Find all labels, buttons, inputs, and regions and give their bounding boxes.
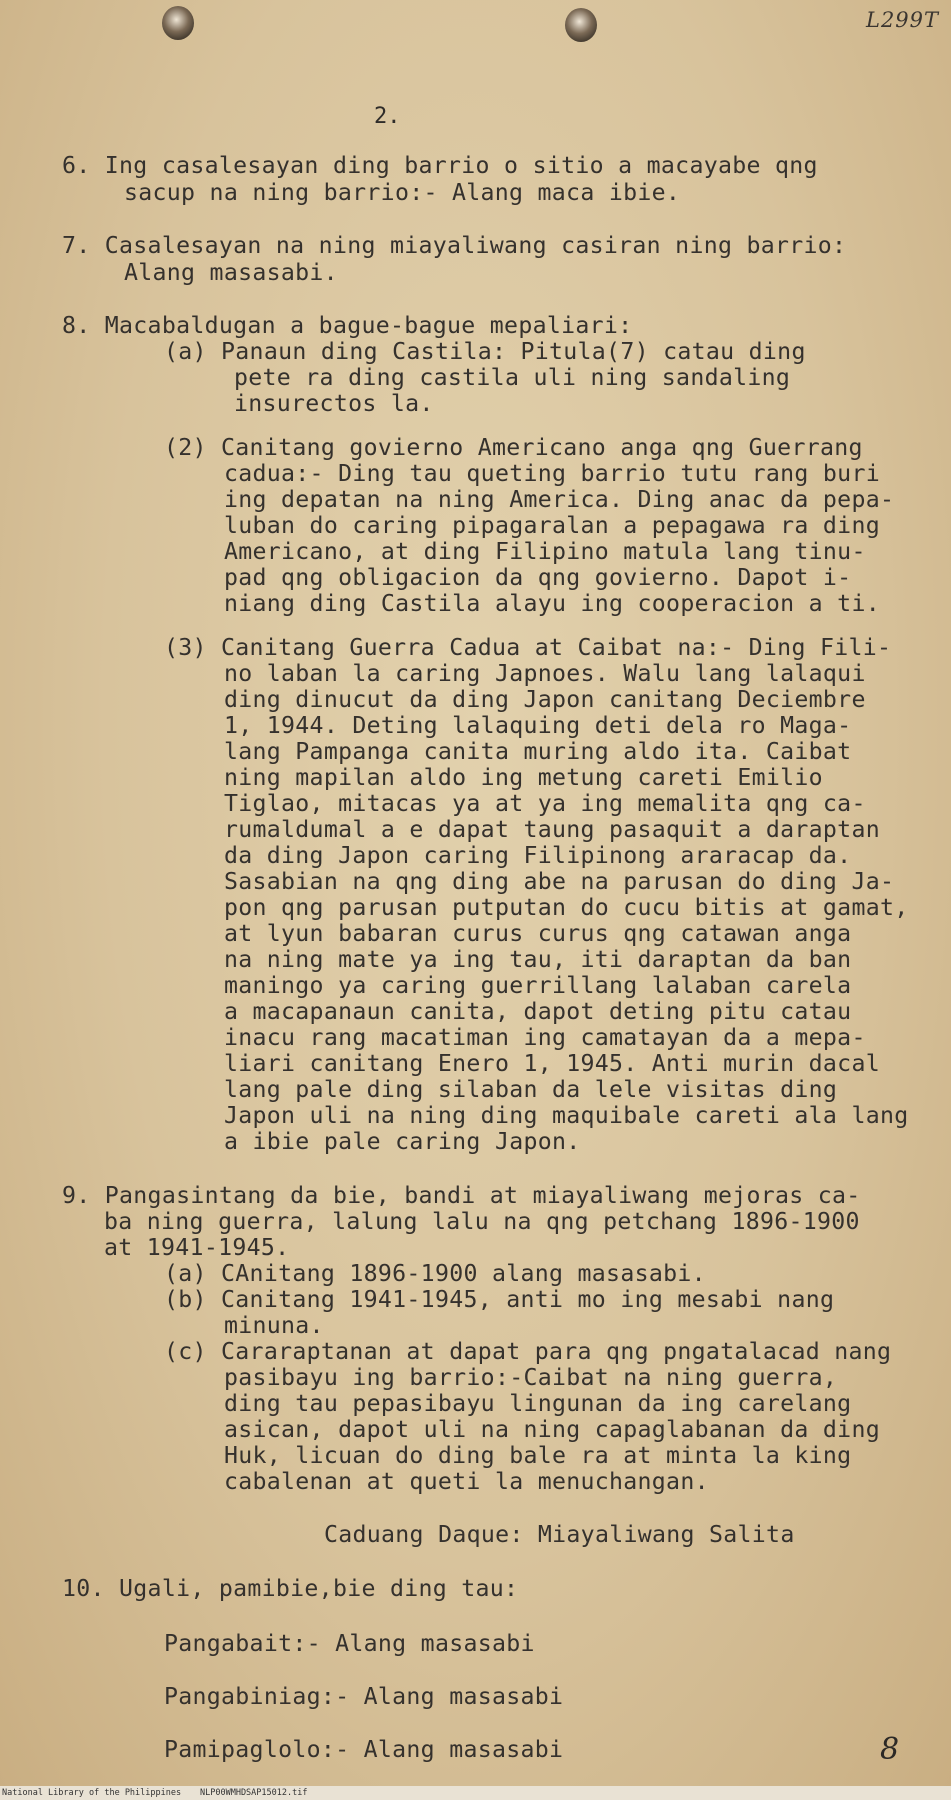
text-line: Huk, licuan do ding bale ra at minta la king bbox=[224, 1442, 852, 1469]
text-line: 6. Ing casalesayan ding barrio o sitio a macayabe qng bbox=[62, 152, 818, 179]
text-line: 9. Pangasintang da bie, bandi at miayaliwang mejoras ca- bbox=[62, 1182, 861, 1209]
text-line: (2) Canitang govierno Americano anga qng Guerrang bbox=[164, 434, 863, 461]
text-line: pete ra ding castila uli ning sandaling bbox=[234, 364, 791, 391]
scan-filename: NLP00WMHDSAP15012.tif bbox=[200, 1788, 308, 1798]
text-line: inacu rang macatiman ing camatayan da a mepa- bbox=[224, 1024, 866, 1051]
text-line: no laban la caring Japnoes. Walu lang lalaqui bbox=[224, 660, 866, 687]
text-line: pasibayu ing barrio:-Caibat na ning guerra, bbox=[224, 1364, 838, 1391]
text-line: maningo ya caring guerrillang lalaban carela bbox=[224, 972, 852, 999]
text-line: ba ning guerra, lalung lalu na qng petchang 1896-1900 bbox=[104, 1208, 860, 1235]
text-line: pon qng parusan putputan do cucu bitis at gamat, bbox=[224, 894, 909, 921]
text-line: cadua:- Ding tau queting barrio tutu rang buri bbox=[224, 460, 880, 487]
text-line: asican, dapot uli na ning capaglabanan da ding bbox=[224, 1416, 880, 1443]
library-credit: National Library of the Philippines bbox=[2, 1788, 182, 1798]
text-line: a ibie pale caring Japon. bbox=[224, 1128, 581, 1155]
text-line: luban do caring pipagaralan a pepagawa ra ding bbox=[224, 512, 880, 539]
text-line: (3) Canitang Guerra Cadua at Caibat na:- Ding Fili- bbox=[164, 634, 892, 661]
text-line: ding tau pepasibayu lingunan da ing carelang bbox=[224, 1390, 852, 1417]
text-line: Tiglao, mitacas ya at ya ing memalita qng ca- bbox=[224, 790, 866, 817]
scan-footer bbox=[0, 1786, 951, 1800]
text-line: ding dinucut da ding Japon canitang Deciembre bbox=[224, 686, 866, 713]
text-line: Pangabait:- Alang masasabi bbox=[164, 1630, 535, 1657]
text-line: insurectos la. bbox=[234, 390, 434, 417]
text-line: na ning mate ya ing tau, iti daraptan da ban bbox=[224, 946, 852, 973]
text-line: ning mapilan aldo ing metung careti Emilio bbox=[224, 764, 823, 791]
text-line: Americano, at ding Filipino matula lang tinu- bbox=[224, 538, 866, 565]
text-line: liari canitang Enero 1, 1945. Anti murin dacal bbox=[224, 1050, 880, 1077]
text-line: lang Pampanga canita muring aldo ita. Caibat bbox=[224, 738, 852, 765]
text-line: a macapanaun canita, dapot deting pitu catau bbox=[224, 998, 852, 1025]
punch-hole bbox=[162, 6, 194, 40]
archive-stamp: L299T bbox=[866, 8, 940, 32]
page-number: 2. bbox=[374, 104, 401, 129]
text-line: rumaldumal a e dapat taung pasaquit a daraptan bbox=[224, 816, 880, 843]
text-line: minuna. bbox=[224, 1312, 324, 1339]
text-line: at 1941-1945. bbox=[104, 1234, 290, 1261]
handwritten-page-mark: 8 bbox=[880, 1732, 900, 1767]
text-line: Sasabian na qng ding abe na parusan do ding Ja- bbox=[224, 868, 895, 895]
text-line: Pamipaglolo:- Alang masasabi bbox=[164, 1736, 564, 1763]
text-line: (b) Canitang 1941-1945, anti mo ing mesabi nang bbox=[164, 1286, 835, 1313]
text-line: 8. Macabaldugan a bague-bague mepaliari: bbox=[62, 312, 633, 339]
text-line: 7. Casalesayan na ning miayaliwang casiran ning barrio: bbox=[62, 232, 847, 259]
text-line: Japon uli na ning ding maquibale careti ala lang bbox=[224, 1102, 909, 1129]
text-line: niang ding Castila alayu ing cooperacion a ti. bbox=[224, 590, 880, 617]
text-line: da ding Japon caring Filipinong araracap da. bbox=[224, 842, 852, 869]
text-line: cabalenan at queti la menuchangan. bbox=[224, 1468, 709, 1495]
text-line: 1, 1944. Deting lalaquing deti dela ro Maga- bbox=[224, 712, 852, 739]
text-line: (c) Cararaptanan at dapat para qng pngatalacad nang bbox=[164, 1338, 892, 1365]
text-line: 10. Ugali, pamibie,bie ding tau: bbox=[62, 1575, 519, 1602]
text-line: (a) CAnitang 1896-1900 alang masasabi. bbox=[164, 1260, 706, 1287]
text-line: at lyun babaran curus curus qng catawan anga bbox=[224, 920, 852, 947]
text-line: Pangabiniag:- Alang masasabi bbox=[164, 1683, 564, 1710]
text-line: ing depatan na ning America. Ding anac da pepa- bbox=[224, 486, 895, 513]
punch-hole bbox=[565, 8, 597, 42]
text-line: Caduang Daque: Miayaliwang Salita bbox=[324, 1521, 795, 1548]
text-line: pad qng obligacion da qng govierno. Dapot i- bbox=[224, 564, 852, 591]
text-line: sacup na ning barrio:- Alang maca ibie. bbox=[124, 179, 681, 206]
text-line: Alang masasabi. bbox=[124, 259, 338, 286]
text-line: lang pale ding silaban da lele visitas ding bbox=[224, 1076, 838, 1103]
text-line: (a) Panaun ding Castila: Pitula(7) catau ding bbox=[164, 338, 806, 365]
